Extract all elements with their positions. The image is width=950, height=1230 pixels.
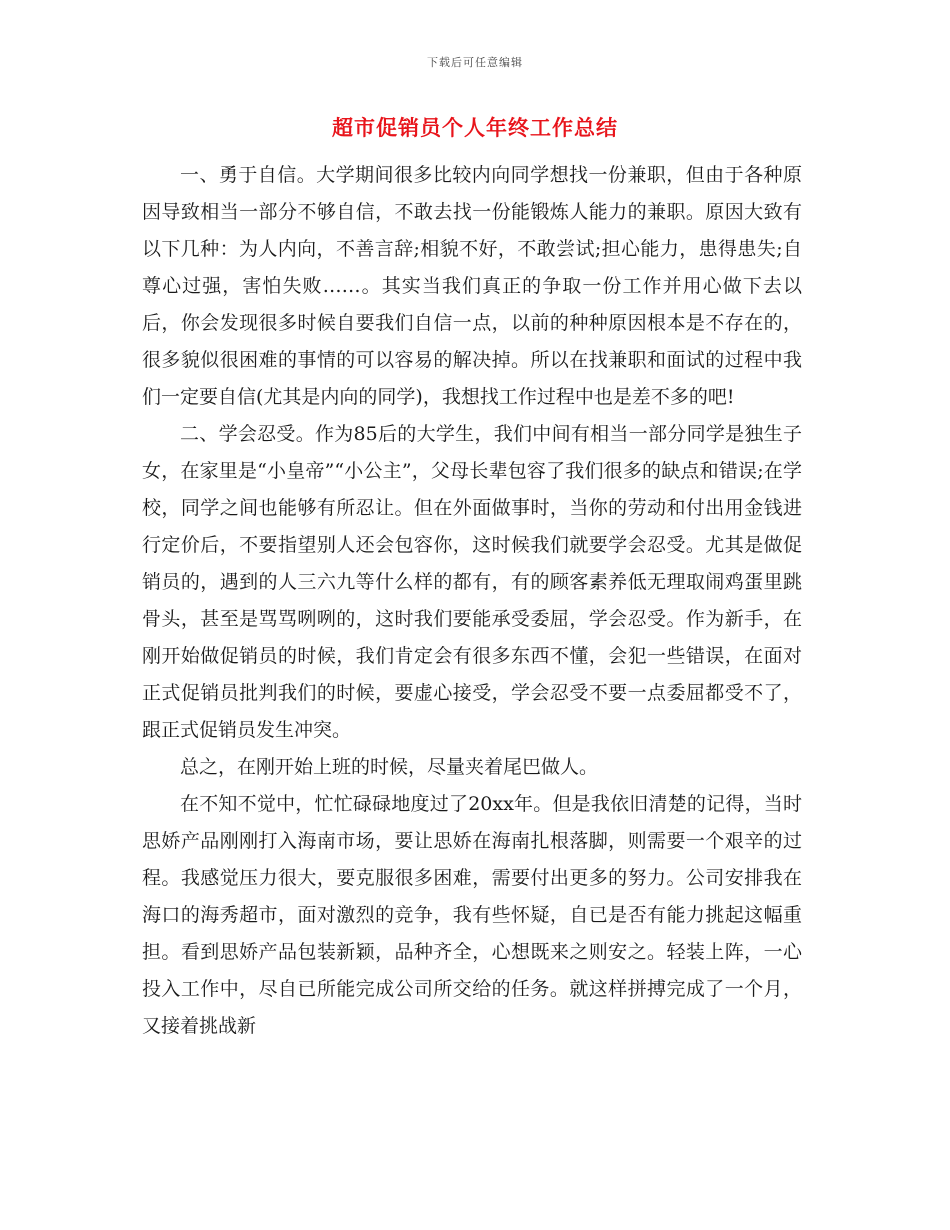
paragraph-self-confidence: 一、勇于自信。大学期间很多比较内向同学想找一份兼职，但由于各种原因导致相当一部分不够自信，不敢去找一份能锻炼人能力的兼职。原因大致有以下几种：为人内向，不善言辞;相貌不好，不敢尝试;担心能力，患得患失;自尊心过强，害怕失败……。其实当我们真正的争取一份工作并用心做下去以后，你会发现很多时候自要我们自信一点，以前的种种原因根本是不存在的，很多貌似很困难的事情的可以容易的解决掉。所以在找兼职和面试的过程中我们一定要自信(尤其是内向的同学)，我想找工作过程中也是差不多的吧! [142, 164, 802, 408]
paragraph-endurance: 二、学会忍受。作为85后的大学生，我们中间有相当一部分同学是独生子女，在家里是“小皇帝”“小公主”，父母长辈包容了我们很多的缺点和错误;在学校，同学之间也能够有所忍让。但在外面做事时，当你的劳动和付出用金钱进行定价后，不要指望别人还会包容你，这时候我们就要学会忍受。尤其是做促销员的，遇到的人三六九等什么样的都有，有的顾客素养低无理取闹鸡蛋里跳骨头，甚至是骂骂咧咧的，这时我们要能承受委屈，学会忍受。作为新手，在刚开始做促销员的时候，我们肯定会有很多东西不懂，会犯一些错误，在面对正式促销员批判我们的时候，要虚心接受，学会忍受不要一点委屈都受不了，跟正式促销员发生冲突。 [142, 423, 802, 741]
header-note: 下载后可任意编辑 [427, 56, 523, 69]
document-body [142, 157, 802, 1045]
paragraph-summary: 总之，在刚开始上班的时候，尽量夹着尾巴做人。 [180, 756, 599, 778]
paragraph-year-review: 在不知不觉中，忙忙碌碌地度过了20xx年。但是我依旧清楚的记得，当时思娇产品刚刚打入海南市场，要让思娇在海南扎根落脚，则需要一个艰辛的过程。我感觉压力很大，要克服很多困难，需要付出更多的努力。公司安排我在海口的海秀超市，面对激烈的竞争，我有些怀疑，自已是否有能力挑起这幅重担。看到思娇产品包装新颖，品种齐全，心想既来之则安之。轻装上阵，一心投入工作中，尽自已所能完成公司所交给的任务。就这样拼搏完成了一个月，又接着挑战新 [142, 793, 802, 1037]
document-title: 超市促销员个人年终工作总结 [332, 115, 618, 140]
